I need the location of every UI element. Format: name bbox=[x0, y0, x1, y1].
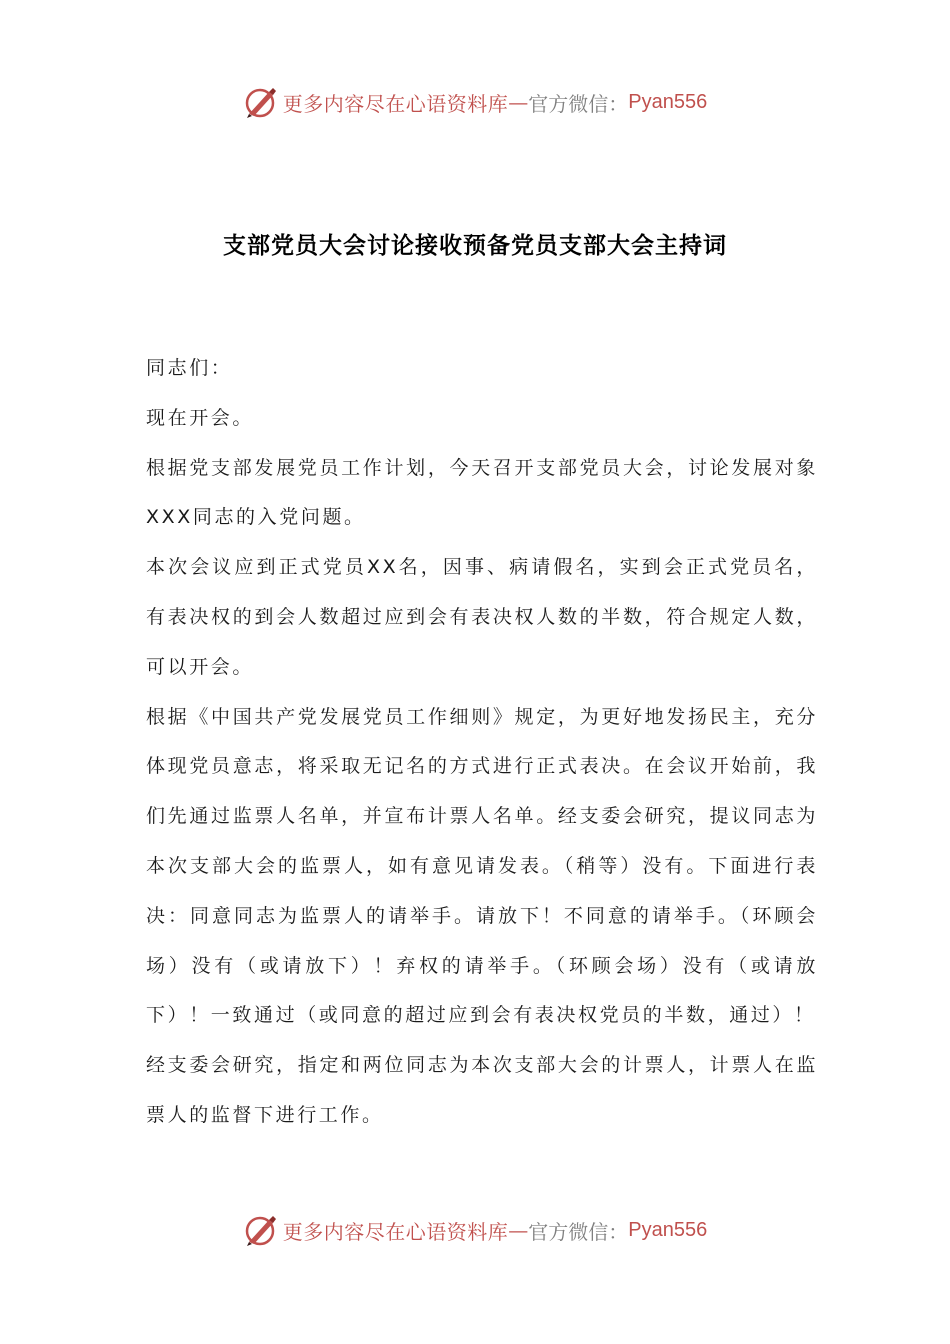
watermark-id: Pyan556 bbox=[628, 90, 708, 113]
header-watermark bbox=[0, 82, 950, 122]
watermark-dash: — bbox=[508, 1218, 529, 1242]
paragraph-greeting: 同志们： bbox=[146, 357, 233, 379]
paragraph-purpose: 根据党支部发展党员工作计划，今天召开支部党员大会，讨论发展对象XXX同志的入党问题。 bbox=[146, 456, 818, 529]
paragraph-voting-procedure: 根据《中国共产党发展党员工作细则》规定，为更好地发扬民主，充分体现党员意志，将采取无记名的方式进行正式表决。在会议开始前，我们先通过监票人名单，并宣布计票人名单。经支委会研究，提议同志为本次支部大会的监票人，如有意见请发表。（稍等）没有。下面进行表决：同意同志为监票人的请举手。请放下！不同意的请举手。（环顾会场）没有（或请放下）！弃权的请举手。（环顾会场）没有（或请放下）！一致通过（或同意的超过应到会有表决权党员的半数，通过）！ bbox=[146, 705, 818, 1027]
watermark-text: 更多内容尽在心语资料库 bbox=[282, 91, 509, 116]
watermark-official: 官方微信： bbox=[528, 1219, 629, 1244]
watermark-dash: — bbox=[508, 90, 529, 114]
watermark-official: 官方微信： bbox=[528, 91, 629, 116]
footer-watermark bbox=[0, 1210, 950, 1250]
document-title: 支部党员大会讨论接收预备党员支部大会主持词 bbox=[223, 233, 727, 259]
pen-logo-icon bbox=[243, 1212, 279, 1248]
watermark-id: Pyan556 bbox=[628, 1218, 708, 1241]
paragraph-opening: 现在开会。 bbox=[146, 406, 255, 429]
paragraph-counters: 经支委会研究，指定和两位同志为本次支部大会的计票人，计票人在监票人的监督下进行工作。 bbox=[146, 1054, 818, 1126]
watermark-text: 更多内容尽在心语资料库 bbox=[282, 1219, 509, 1244]
pen-logo-icon bbox=[243, 84, 279, 120]
paragraph-attendance: 本次会议应到正式党员XX名，因事、病请假名，实到会正式党员名，有表决权的到会人数超过应到会有表决权人数的半数，符合规定人数，可以开会。 bbox=[146, 556, 818, 678]
document-body bbox=[146, 344, 818, 1141]
